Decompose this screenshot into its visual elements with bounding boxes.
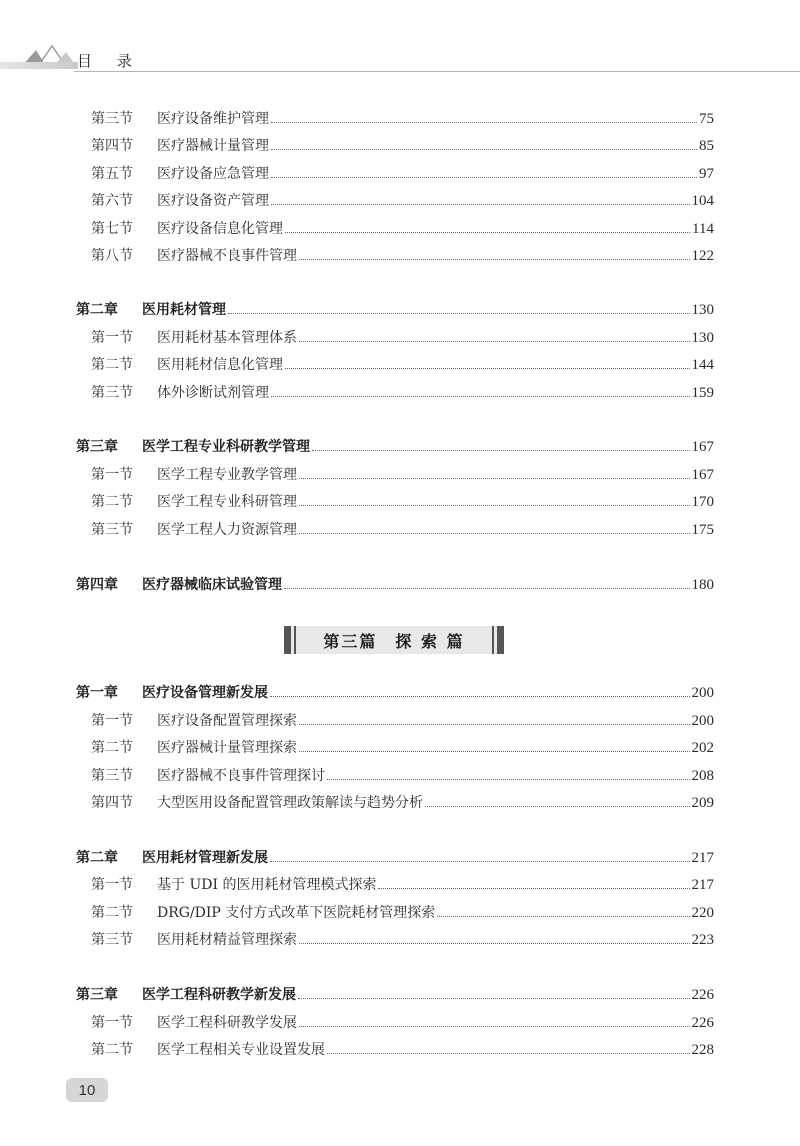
toc-chapter-entry[interactable] bbox=[76, 682, 714, 704]
part-title: 第三篇 探 索 篇 bbox=[323, 631, 465, 651]
toc-page-number: 202 bbox=[691, 740, 714, 756]
toc-page-number: 130 bbox=[691, 302, 714, 318]
toc-page-number: 104 bbox=[691, 193, 714, 209]
toc-title: 医疗器械不良事件管理 bbox=[157, 248, 297, 264]
toc-entry[interactable] bbox=[91, 245, 714, 267]
toc-entry[interactable] bbox=[91, 737, 714, 759]
toc-page-number: 167 bbox=[691, 439, 714, 455]
toc-page-number: 122 bbox=[691, 248, 714, 264]
toc-title: 医疗设备应急管理 bbox=[157, 166, 269, 182]
toc-leader-dots bbox=[284, 587, 690, 589]
toc-leader-dots bbox=[299, 258, 690, 260]
header-bar bbox=[0, 62, 78, 69]
toc-title: 基于 UDI 的医用耗材管理模式探索 bbox=[157, 877, 377, 893]
toc-page-number: 130 bbox=[691, 330, 714, 346]
toc-number: 第三节 bbox=[91, 111, 133, 127]
toc-number: 第二节 bbox=[91, 905, 133, 921]
toc-number: 第三节 bbox=[91, 522, 133, 538]
toc-title: 医用耗材管理新发展 bbox=[142, 850, 268, 866]
toc-number: 第四章 bbox=[76, 577, 118, 593]
toc-title: 医学工程专业科研管理 bbox=[157, 494, 297, 510]
toc-page-number: 208 bbox=[691, 768, 714, 784]
banner-edge-left bbox=[284, 626, 291, 654]
toc-number: 第一节 bbox=[91, 1015, 133, 1031]
toc-page-number: 228 bbox=[691, 1042, 714, 1058]
toc-number: 第八节 bbox=[91, 248, 133, 264]
toc-entry[interactable] bbox=[91, 135, 714, 157]
toc-leader-dots bbox=[299, 477, 690, 479]
toc-leader-dots bbox=[299, 532, 690, 534]
toc-entry[interactable] bbox=[91, 1012, 714, 1034]
toc-title: 医疗器械不良事件管理探讨 bbox=[157, 768, 325, 784]
toc-page-number: 180 bbox=[691, 577, 714, 593]
toc-leader-dots bbox=[228, 312, 690, 314]
toc-entry[interactable] bbox=[91, 765, 714, 787]
running-header bbox=[0, 0, 800, 80]
toc-number: 第二节 bbox=[91, 740, 133, 756]
toc-title: 大型医用设备配置管理政策解读与趋势分析 bbox=[157, 795, 423, 811]
toc-page-number: 223 bbox=[691, 932, 714, 948]
toc-page-number: 75 bbox=[699, 111, 714, 127]
toc-leader-dots bbox=[285, 231, 690, 233]
toc-page-number: 200 bbox=[691, 713, 714, 729]
toc-number: 第一节 bbox=[91, 467, 133, 483]
part-banner bbox=[284, 626, 504, 654]
toc-title: 医疗器械计量管理探索 bbox=[157, 740, 297, 756]
toc-leader-dots bbox=[299, 1025, 690, 1027]
toc-number: 第二章 bbox=[76, 850, 118, 866]
banner-edge-right bbox=[497, 626, 504, 654]
toc-title: 医学工程科研教学新发展 bbox=[142, 987, 296, 1003]
toc-entry[interactable] bbox=[91, 190, 714, 212]
toc-leader-dots bbox=[425, 805, 690, 807]
toc-page-number: 217 bbox=[691, 850, 714, 866]
toc-number: 第二节 bbox=[91, 1042, 133, 1058]
toc-page-number: 144 bbox=[691, 357, 714, 373]
toc-title: 医疗设备维护管理 bbox=[157, 111, 269, 127]
toc-title: 医疗设备信息化管理 bbox=[157, 221, 283, 237]
toc-title: 医学工程专业科研教学管理 bbox=[142, 439, 310, 455]
toc-leader-dots bbox=[327, 1052, 690, 1054]
toc-entry[interactable] bbox=[91, 163, 714, 185]
toc-chapter-entry[interactable] bbox=[76, 984, 714, 1006]
toc-number: 第五节 bbox=[91, 166, 133, 182]
toc-number: 第一章 bbox=[76, 685, 118, 701]
toc-leader-dots bbox=[271, 148, 697, 150]
toc-title: 医疗设备管理新发展 bbox=[142, 685, 268, 701]
toc-page-number: 175 bbox=[691, 522, 714, 538]
toc-entry[interactable] bbox=[91, 874, 714, 896]
toc-leader-dots bbox=[299, 340, 690, 342]
toc-page-number: 170 bbox=[691, 494, 714, 510]
banner-edge-right-thin bbox=[492, 626, 494, 654]
toc-entry[interactable] bbox=[91, 327, 714, 349]
toc-title: 医疗设备配置管理探索 bbox=[157, 713, 297, 729]
toc-number: 第一节 bbox=[91, 330, 133, 346]
toc-number: 第三章 bbox=[76, 439, 118, 455]
toc-title: 医学工程科研教学发展 bbox=[157, 1015, 297, 1031]
toc-number: 第一节 bbox=[91, 877, 133, 893]
toc-title: 医学工程相关专业设置发展 bbox=[157, 1042, 325, 1058]
toc-title: 医用耗材管理 bbox=[142, 302, 226, 318]
toc-number: 第四节 bbox=[91, 138, 133, 154]
toc-title: 医疗设备资产管理 bbox=[157, 193, 269, 209]
toc-leader-dots bbox=[270, 695, 690, 697]
toc-entry[interactable] bbox=[91, 464, 714, 486]
toc-entry[interactable] bbox=[91, 1039, 714, 1061]
toc-number: 第三章 bbox=[76, 987, 118, 1003]
toc-entry[interactable] bbox=[91, 902, 714, 924]
toc-chapter-entry[interactable] bbox=[76, 847, 714, 869]
toc-page-number: 114 bbox=[692, 221, 714, 237]
toc-leader-dots bbox=[271, 121, 697, 123]
toc-leader-dots bbox=[285, 367, 690, 369]
toc-number: 第二节 bbox=[91, 357, 133, 373]
toc-number: 第四节 bbox=[91, 795, 133, 811]
toc-leader-dots bbox=[299, 504, 690, 506]
toc-entry[interactable] bbox=[91, 929, 714, 951]
toc-page-number: 220 bbox=[691, 905, 714, 921]
toc-page-number: 226 bbox=[691, 1015, 714, 1031]
toc-leader-dots bbox=[327, 778, 690, 780]
toc-entry[interactable] bbox=[91, 491, 714, 513]
toc-page-number: 226 bbox=[691, 987, 714, 1003]
toc-chapter-entry[interactable] bbox=[76, 436, 714, 458]
toc-title: 医用耗材精益管理探索 bbox=[157, 932, 297, 948]
toc-leader-dots bbox=[299, 750, 690, 752]
toc-leader-dots bbox=[271, 203, 690, 205]
page-number-badge: 10 bbox=[66, 1078, 108, 1102]
toc-leader-dots bbox=[312, 449, 690, 451]
toc-leader-dots bbox=[299, 723, 690, 725]
toc-leader-dots bbox=[298, 997, 690, 999]
toc-title: 医用耗材基本管理体系 bbox=[157, 330, 297, 346]
toc-page-number: 167 bbox=[691, 467, 714, 483]
toc-title: 医疗器械临床试验管理 bbox=[142, 577, 282, 593]
toc-title: 医用耗材信息化管理 bbox=[157, 357, 283, 373]
toc-leader-dots bbox=[270, 860, 690, 862]
toc-page-number: 97 bbox=[699, 166, 714, 182]
toc-leader-dots bbox=[271, 395, 690, 397]
toc-chapter-entry[interactable] bbox=[76, 574, 714, 596]
toc-number: 第七节 bbox=[91, 221, 133, 237]
toc-number: 第二节 bbox=[91, 494, 133, 510]
toc-number: 第六节 bbox=[91, 193, 133, 209]
toc-leader-dots bbox=[299, 942, 690, 944]
toc-entry[interactable] bbox=[91, 354, 714, 376]
toc-leader-dots bbox=[378, 887, 689, 889]
toc-page-number: 217 bbox=[691, 877, 714, 893]
toc-entry[interactable] bbox=[91, 382, 714, 404]
toc-title: 医学工程人力资源管理 bbox=[157, 522, 297, 538]
toc-entry[interactable] bbox=[91, 218, 714, 240]
toc-number: 第三节 bbox=[91, 932, 133, 948]
toc-leader-dots bbox=[437, 915, 689, 917]
toc-number: 第一节 bbox=[91, 713, 133, 729]
toc-page-number: 200 bbox=[691, 685, 714, 701]
toc-entry[interactable] bbox=[91, 792, 714, 814]
toc-page-number: 159 bbox=[691, 385, 714, 401]
toc-entry[interactable] bbox=[91, 710, 714, 732]
toc-title: 医疗器械计量管理 bbox=[157, 138, 269, 154]
toc-title: 体外诊断试剂管理 bbox=[157, 385, 269, 401]
toc-title: DRG/DIP 支付方式改革下医院耗材管理探索 bbox=[157, 905, 436, 921]
header-rule bbox=[74, 71, 800, 72]
header-title: 目 录 bbox=[77, 52, 142, 70]
toc-leader-dots bbox=[271, 176, 697, 178]
toc-title: 医学工程专业教学管理 bbox=[157, 467, 297, 483]
toc-number: 第二章 bbox=[76, 302, 118, 318]
toc-number: 第三节 bbox=[91, 385, 133, 401]
toc-chapter-entry[interactable] bbox=[76, 299, 714, 321]
toc-page-number: 85 bbox=[699, 138, 714, 154]
banner-edge-left-thin bbox=[294, 626, 296, 654]
toc-page-number: 209 bbox=[691, 795, 714, 811]
toc-number: 第三节 bbox=[91, 768, 133, 784]
toc-entry[interactable] bbox=[91, 108, 714, 130]
toc-entry[interactable] bbox=[91, 519, 714, 541]
